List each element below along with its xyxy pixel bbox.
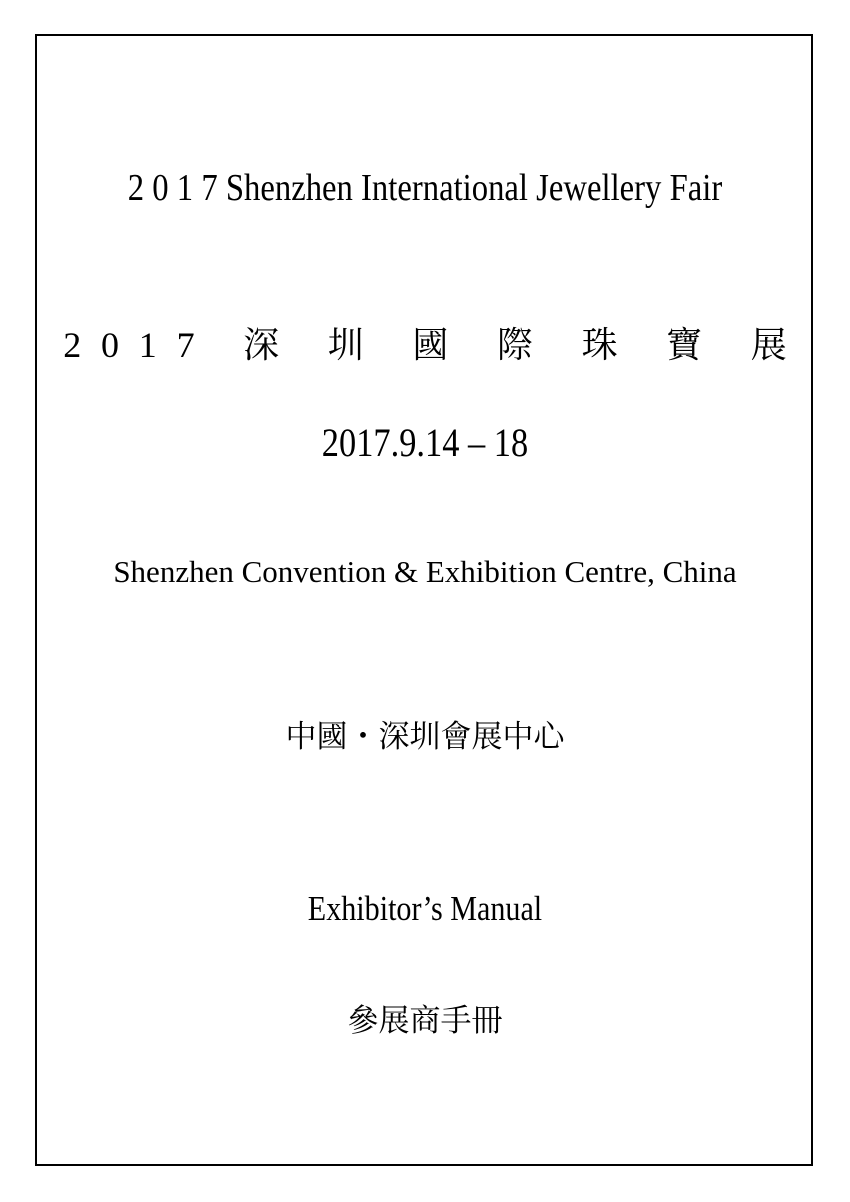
manual-title-chinese: 參展商手冊	[347, 1003, 503, 1039]
fair-dates: 2017.9.14 – 18	[321, 420, 529, 465]
fair-title-english: 2 0 1 7 Shenzhen International Jewellery Fair	[127, 167, 723, 209]
fair-title-chinese: 2017 深 圳 國 際 珠 寶 展	[63, 325, 807, 365]
manual-title-english: Exhibitor’s Manual	[307, 889, 543, 928]
venue-english: Shenzhen Convention & Exhibition Centre, China	[113, 554, 737, 589]
venue-chinese: 中國・深圳會展中心	[285, 719, 565, 755]
